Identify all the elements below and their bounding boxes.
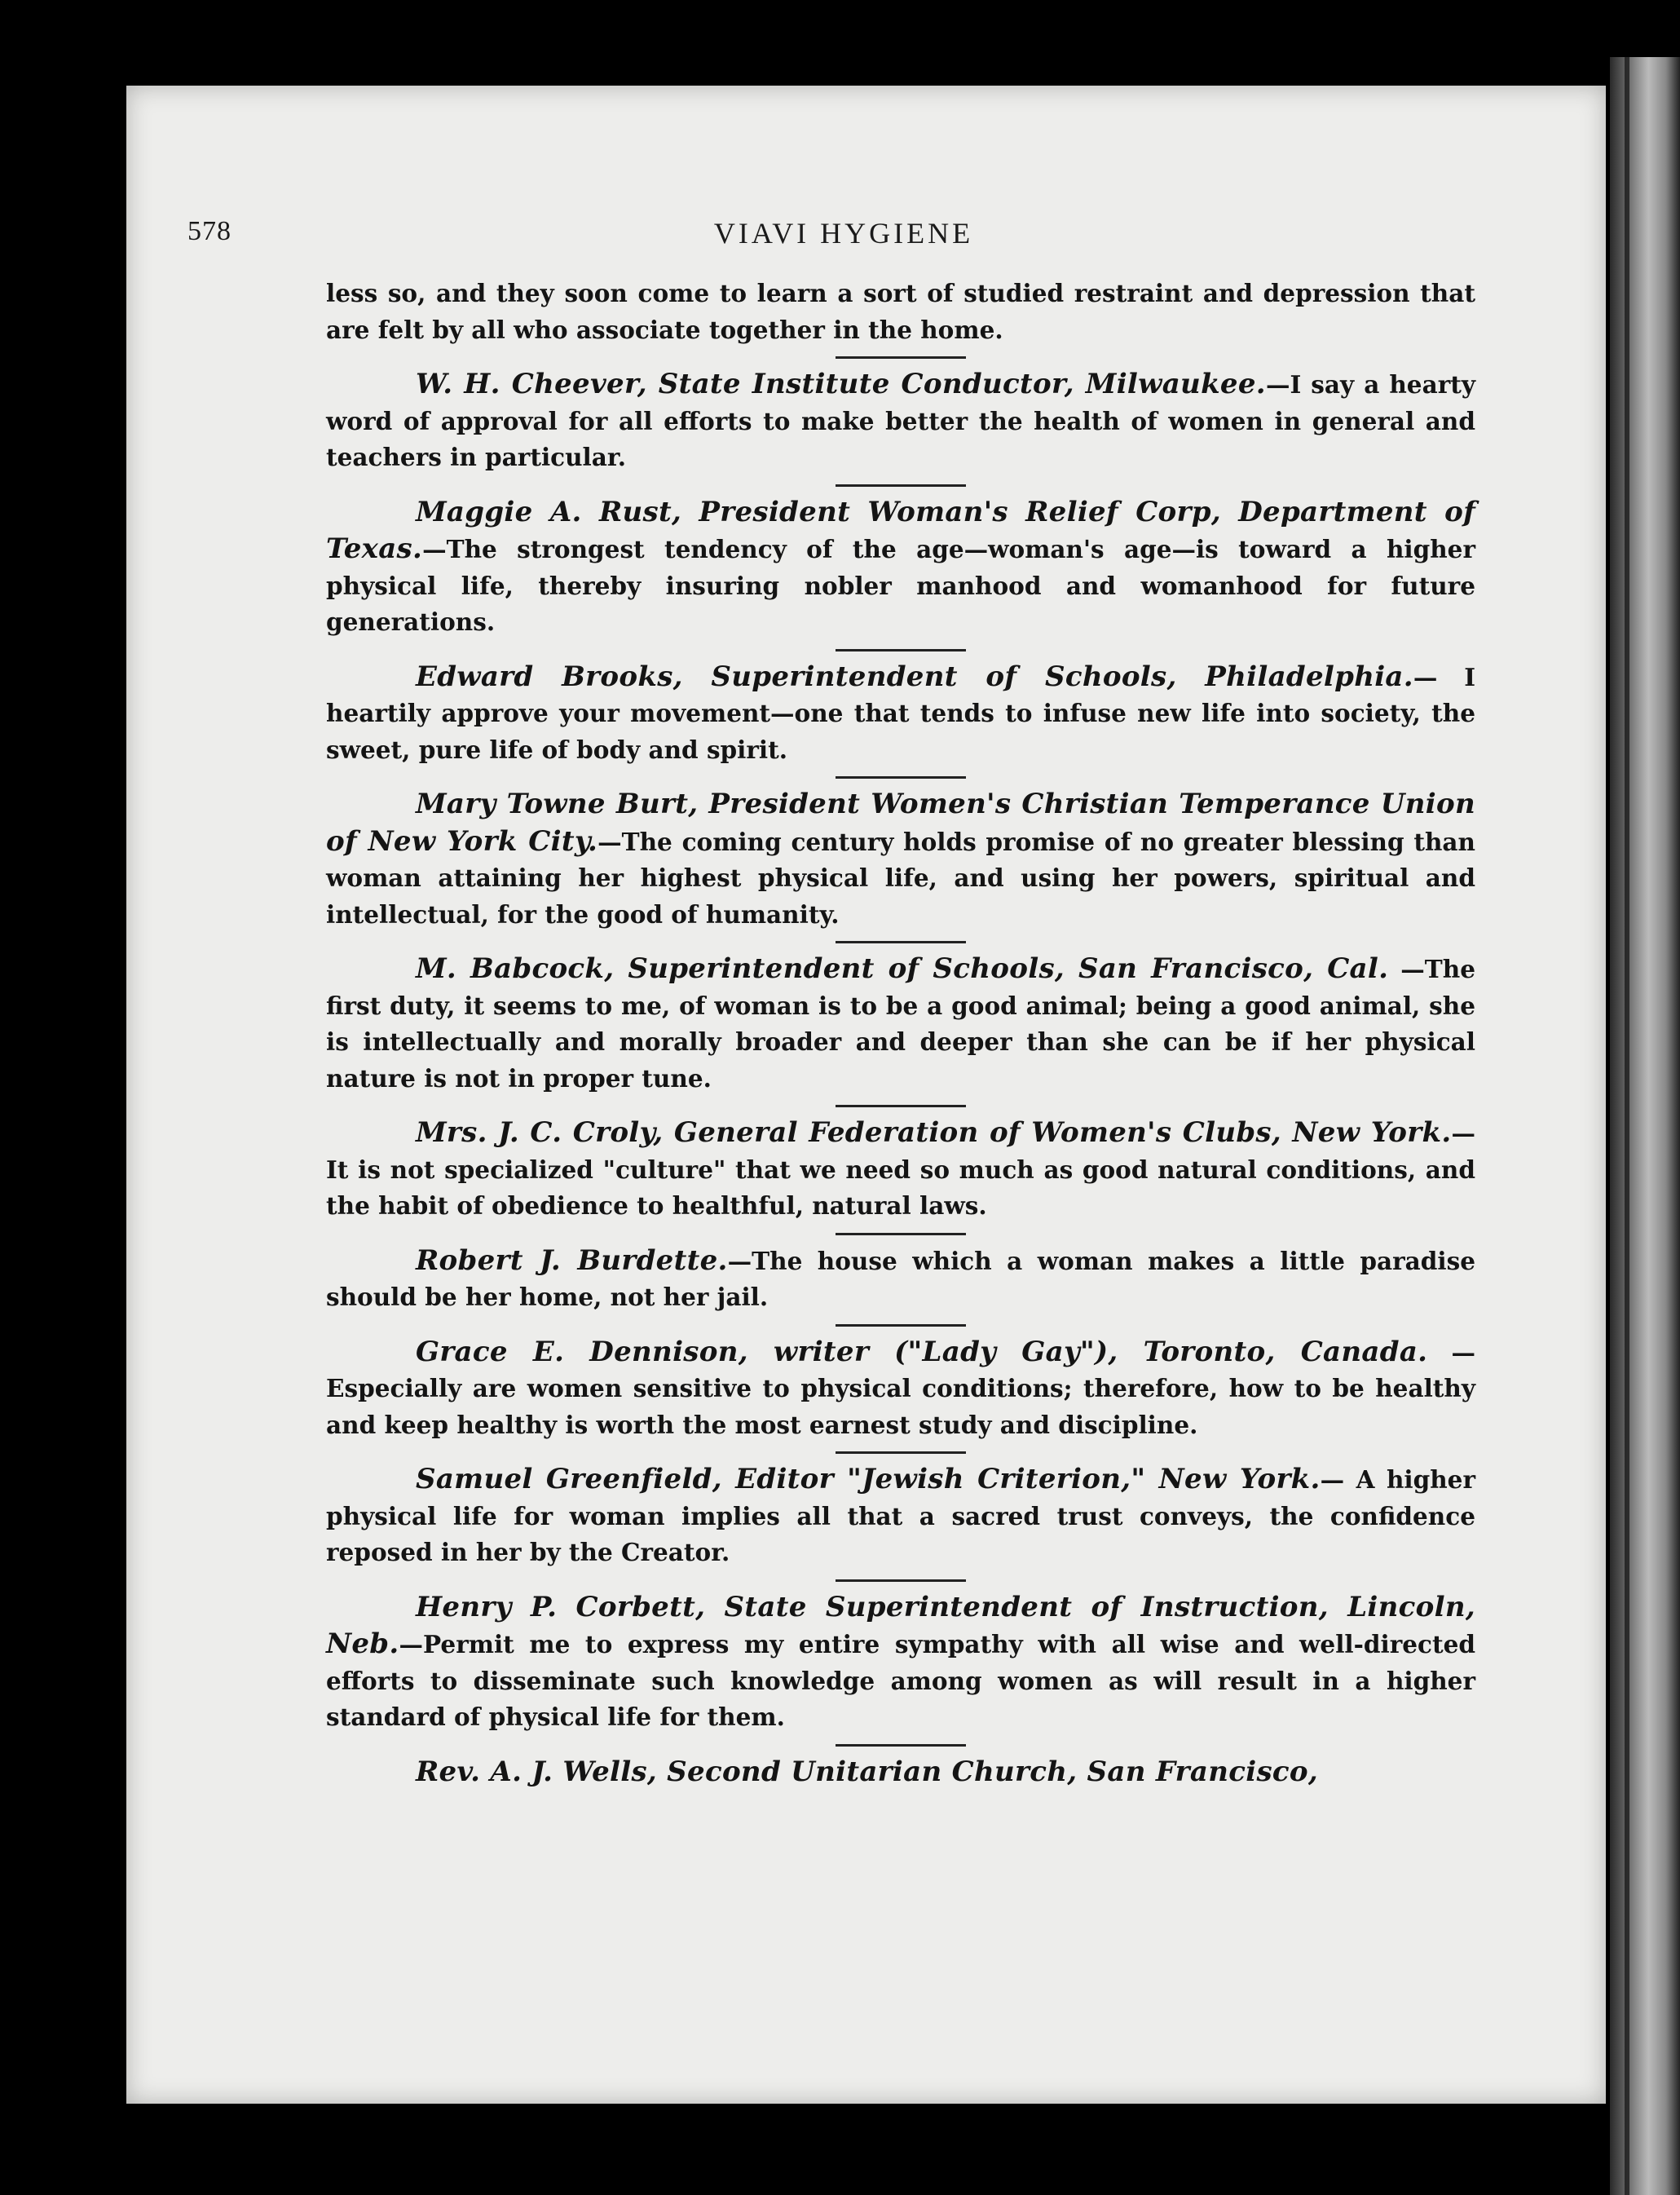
- testimonial-author: M. Babcock, Superintendent of Schools, San Francisco, Cal.: [416, 952, 1389, 985]
- lead-paragraph: less so, and they soon come to learn a sort of studied restraint and depression that are felt by all who associate together in the home.: [326, 279, 1475, 344]
- testimonial-entry: [326, 659, 1475, 769]
- testimonial-author: Mrs. J. C. Croly, General Federation of Women's Clubs, New York.: [416, 1116, 1452, 1149]
- separator-rule: [836, 1579, 966, 1582]
- page-body: [326, 276, 1475, 1791]
- testimonial-text: —The house which a woman makes a little paradise should be her home, not her jail.: [326, 1246, 1475, 1311]
- testimonial-entry: [326, 1589, 1475, 1736]
- testimonial-author: Edward Brooks, Superintendent of Schools, Philadelphia.: [416, 660, 1413, 693]
- facing-page-edge: [1610, 57, 1680, 2195]
- testimonial-entry: [326, 1754, 1475, 1791]
- testimonial-author: Samuel Greenfield, Editor "Jewish Criterion," New York.: [416, 1463, 1321, 1495]
- separator-rule: [836, 776, 966, 779]
- testimonial-text: — A higher physical life for woman implies all that a sacred trust conveys, the confidence reposed in her by the Creator.: [326, 1465, 1475, 1566]
- testimonial-entry: [326, 1461, 1475, 1571]
- testimonial-author: Henry P. Corbett, State Superintendent of Instruction, Lincoln, Neb.: [326, 1590, 1475, 1660]
- testimonial-text: —The strongest tendency of the age—woman's age—is toward a higher physical life, thereby insuring nobler manhood and womanhood for future generations.: [326, 535, 1475, 636]
- testimonial-text: —The first duty, it seems to me, of woman is to be a good animal; being a good animal, she is intellectually and morally broader and deeper than she can be if her physical nature is not in proper tune.: [326, 955, 1475, 1093]
- separator-rule: [836, 1233, 966, 1235]
- separator-rule: [836, 356, 966, 359]
- testimonial-text: — I heartily approve your movement—one that tends to infuse new life into society, the sweet, pure life of body and spirit.: [326, 662, 1475, 764]
- separator-rule: [836, 1451, 966, 1454]
- separator-rule: [836, 1324, 966, 1327]
- page-header: [187, 216, 1500, 265]
- testimonial-entry: [326, 1243, 1475, 1316]
- testimonial-author: Maggie A. Rust, President Woman's Relief Corp, Department of Texas.: [326, 495, 1475, 565]
- testimonial-entry: [326, 366, 1475, 476]
- page-number: 578: [187, 216, 231, 246]
- testimonial-entry: [326, 786, 1475, 933]
- running-head: VIAVI HYGIENE: [713, 217, 974, 250]
- testimonial-author: Mary Towne Burt, President Women's Christian Temperance Union of New York City.: [326, 788, 1475, 858]
- testimonial-text: —I say a hearty word of approval for all efforts to make better the health of women in general and teachers in particular.: [326, 370, 1476, 471]
- testimonial-entry: [326, 494, 1475, 641]
- testimonial-text: —Permit me to express my entire sympathy with all wise and well-directed efforts to disseminate such knowledge among women as will result in a higher standard of physical life for them.: [326, 1630, 1475, 1731]
- testimonial-entry: [326, 951, 1475, 1097]
- testimonial-author: Robert J. Burdette.: [416, 1243, 728, 1277]
- testimonial-text: —The coming century holds promise of no greater blessing than woman attaining her highest physical life, and using her powers, spiritual and intellectual, for the good of humanity.: [326, 827, 1475, 929]
- separator-rule: [836, 941, 966, 943]
- testimonial-entry: [326, 1334, 1475, 1444]
- separator-rule: [836, 484, 966, 487]
- testimonial-entry: [326, 1115, 1475, 1225]
- testimonial-text: —Especially are women sensitive to physical conditions; therefore, how to be healthy and keep healthy is worth the most earnest study and discipline.: [326, 1337, 1476, 1439]
- separator-rule: [836, 649, 966, 651]
- separator-rule: [836, 1744, 966, 1747]
- testimonial-text: —It is not specialized "culture" that we need so much as good natural conditions, and the habit of obedience to healthful, natural laws.: [326, 1119, 1475, 1220]
- testimonial-author: Grace E. Dennison, writer ("Lady Gay"), Toronto, Canada.: [416, 1335, 1428, 1368]
- page-gutter-shadow: [1625, 57, 1629, 2195]
- testimonial-author: Rev. A. J. Wells, Second Unitarian Church, San Francisco,: [416, 1755, 1319, 1788]
- testimonial-author: W. H. Cheever, State Institute Conductor, Milwaukee.: [416, 368, 1266, 400]
- separator-rule: [836, 1105, 966, 1107]
